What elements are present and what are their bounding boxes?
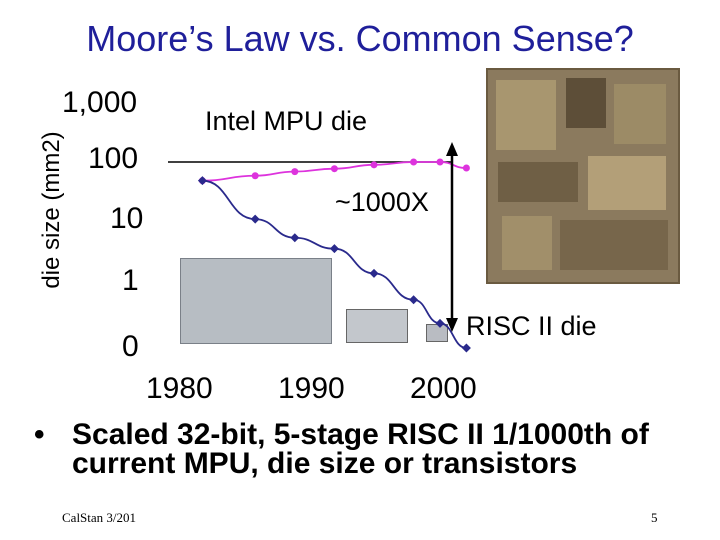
risc-ii-data-point	[409, 295, 418, 304]
footer-source: CalStan 3/201	[62, 510, 137, 525]
intel-mpu-data-point	[437, 159, 444, 166]
page-number: 5	[651, 510, 658, 525]
intel-mpu-data-point	[291, 168, 298, 175]
risc-ii-data-point	[436, 319, 445, 328]
intel-die-label: Intel MPU die	[205, 106, 368, 136]
y-axis-label: die size (mm2)	[38, 131, 65, 289]
risc-ii-data-point	[198, 176, 207, 185]
bullet-marker: •	[34, 418, 45, 451]
bullet-point	[34, 420, 694, 478]
slide-title: Moore’s Law vs. Common Sense?	[86, 18, 634, 59]
intel-mpu-data-point	[371, 161, 378, 168]
gap-arrow-head-top	[446, 142, 458, 156]
ratio-annotation: ~1000X	[335, 187, 429, 217]
intel-mpu-data-point	[463, 165, 470, 172]
y-tick-label: 1,000	[62, 86, 138, 119]
risc-ii-data-point	[290, 233, 299, 242]
y-tick-label: 10	[110, 202, 144, 235]
bullet-text: Scaled 32-bit, 5-stage RISC II 1/1000th of current MPU, die size or transistors	[72, 418, 649, 480]
x-tick-label: 1980	[146, 372, 213, 405]
gap-arrow-head-bottom	[446, 318, 458, 332]
risc-ii-data-point	[251, 215, 260, 224]
x-tick-label: 1990	[278, 372, 345, 405]
x-tick-label: 2000	[410, 372, 477, 405]
risc-die-label: RISC II die	[466, 311, 597, 341]
y-tick-label: 100	[88, 142, 139, 175]
intel-mpu-data-point	[410, 159, 417, 166]
y-tick-label: 1	[122, 264, 139, 297]
risc-ii-data-point	[330, 244, 339, 253]
risc-ii-data-point	[462, 344, 471, 353]
risc-ii-data-point	[370, 269, 379, 278]
intel-mpu-data-point	[252, 172, 259, 179]
y-tick-label: 0	[122, 330, 139, 363]
intel-mpu-data-point	[331, 165, 338, 172]
